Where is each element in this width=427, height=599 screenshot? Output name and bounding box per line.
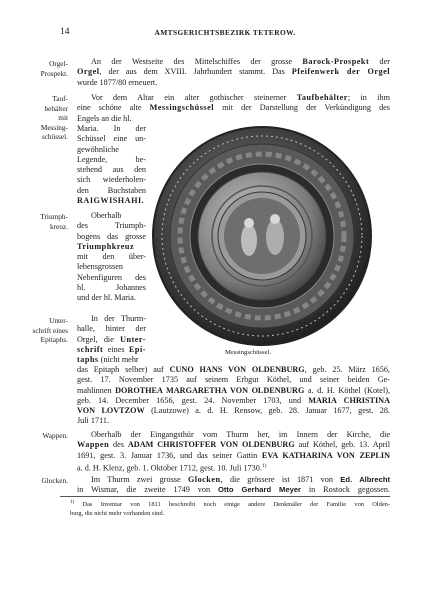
margin-label-orgel: Orgel- Prospekt. xyxy=(40,59,68,78)
margin-label-wappen: Wappen. xyxy=(42,431,68,440)
margin-label-triumphkreuz: Triumph- kreuz. xyxy=(40,212,68,231)
paragraph-triumphkreuz: Oberhalb des Triumph- bogens das grosse Triumphkreuz mit den über- lebensgrossen Nebenfiguren des hl. Johannes und der hl. Maria. xyxy=(77,211,146,303)
footnote-rule xyxy=(60,496,390,497)
margin-label-taufbehaelter: Tauf- behälter mit Messing- schüssel. xyxy=(40,94,68,142)
messingschuessel-image xyxy=(151,125,373,347)
page-number: 14 xyxy=(60,27,70,37)
running-title: AMTSGERICHTSBEZIRK TETEROW. xyxy=(154,28,296,37)
page-header xyxy=(60,27,390,41)
margin-label-glocken: Glocken. xyxy=(41,476,68,485)
paragraph-epitaph: das Epitaph selber) auf CUNO HANS VON OLDENBURG, geb. 25. März 1656, gest. 17. November 1735 auf seinem Erbgut Köthel, und seiner beiden Ge- mahlinnen DOROTHEA MARGARETHA VON OLDENBURG a. d. H. Köthel (Kotel), geb. 14. December 1656, gest. 24. November 1703, und MARIA CHRISTINA VON LOVTZOW (Lautzowe) a. d. H. Rensow, geb. 28. Januar 1677, gest. 28. Juli 1711. xyxy=(77,365,390,426)
image-caption: Messingschüssel. xyxy=(225,349,271,356)
legend-letters: RAIGWISHAHI. xyxy=(77,196,145,206)
paragraph-taufbehaelter: Vor dem Altar ein alter gothischer steinerner Taufbehälter; in ihm eine schöne alte Messingschüssel mit der Darstellung der Verkündigung des Engels an die hl. xyxy=(77,93,390,123)
margin-label-epitaph: Unter- schrift eines Epitaphs. xyxy=(32,316,68,345)
paragraph-wappen: Oberhalb der Eingangsthür vom Thurm her, im Innern der Kirche, die Wappen des ADAM CHRISTOFFER VON OLDENBURG auf Köthel, geb. 13. April 1691, gest. 3. Januar 1736, und das seiner Gattin EVA KATHARINA VON ZEPLIN a. d. H. Klenz, geb. 1. Oktober 1712, gest. 10. Juli 1730.$^{1)}$ xyxy=(77,430,390,473)
paragraph-orgel: An der Westseite des Mittelschiffes der grosse Barock-Prospekt der Orgel, der aus dem XVIII. Jahrhundert stammt. Das Pfeifenwerk der Orgel wurde 1877/80 erneuert. xyxy=(77,57,390,87)
footnote: $^{1)}$ Das Inventar von 1811 beschreibt noch einige andere Denkmäler der Familie von Olden- burg, die nicht mehr vorhanden sind. xyxy=(70,500,390,517)
paragraph-taufbehaelter-column: Maria. In der Schüssel eine un- gewöhnliche Legende, be- stehend aus den sich wiederholen- den Buchstaben RAIGWISHAHI. xyxy=(77,124,146,206)
paragraph-glocken: Im Thurm zwei grosse Glocken, die grössere ist 1871 von Ed. Albrecht in Wismar, die zweite 1749 von Otto Gerhard Meyer in Rostock gegossen. xyxy=(77,475,390,495)
paragraph-epitaph-column: In der Thurm- halle, hinter der Orgel, die Unter- schrift eines Epi- taphs (nicht mehr xyxy=(77,314,146,365)
